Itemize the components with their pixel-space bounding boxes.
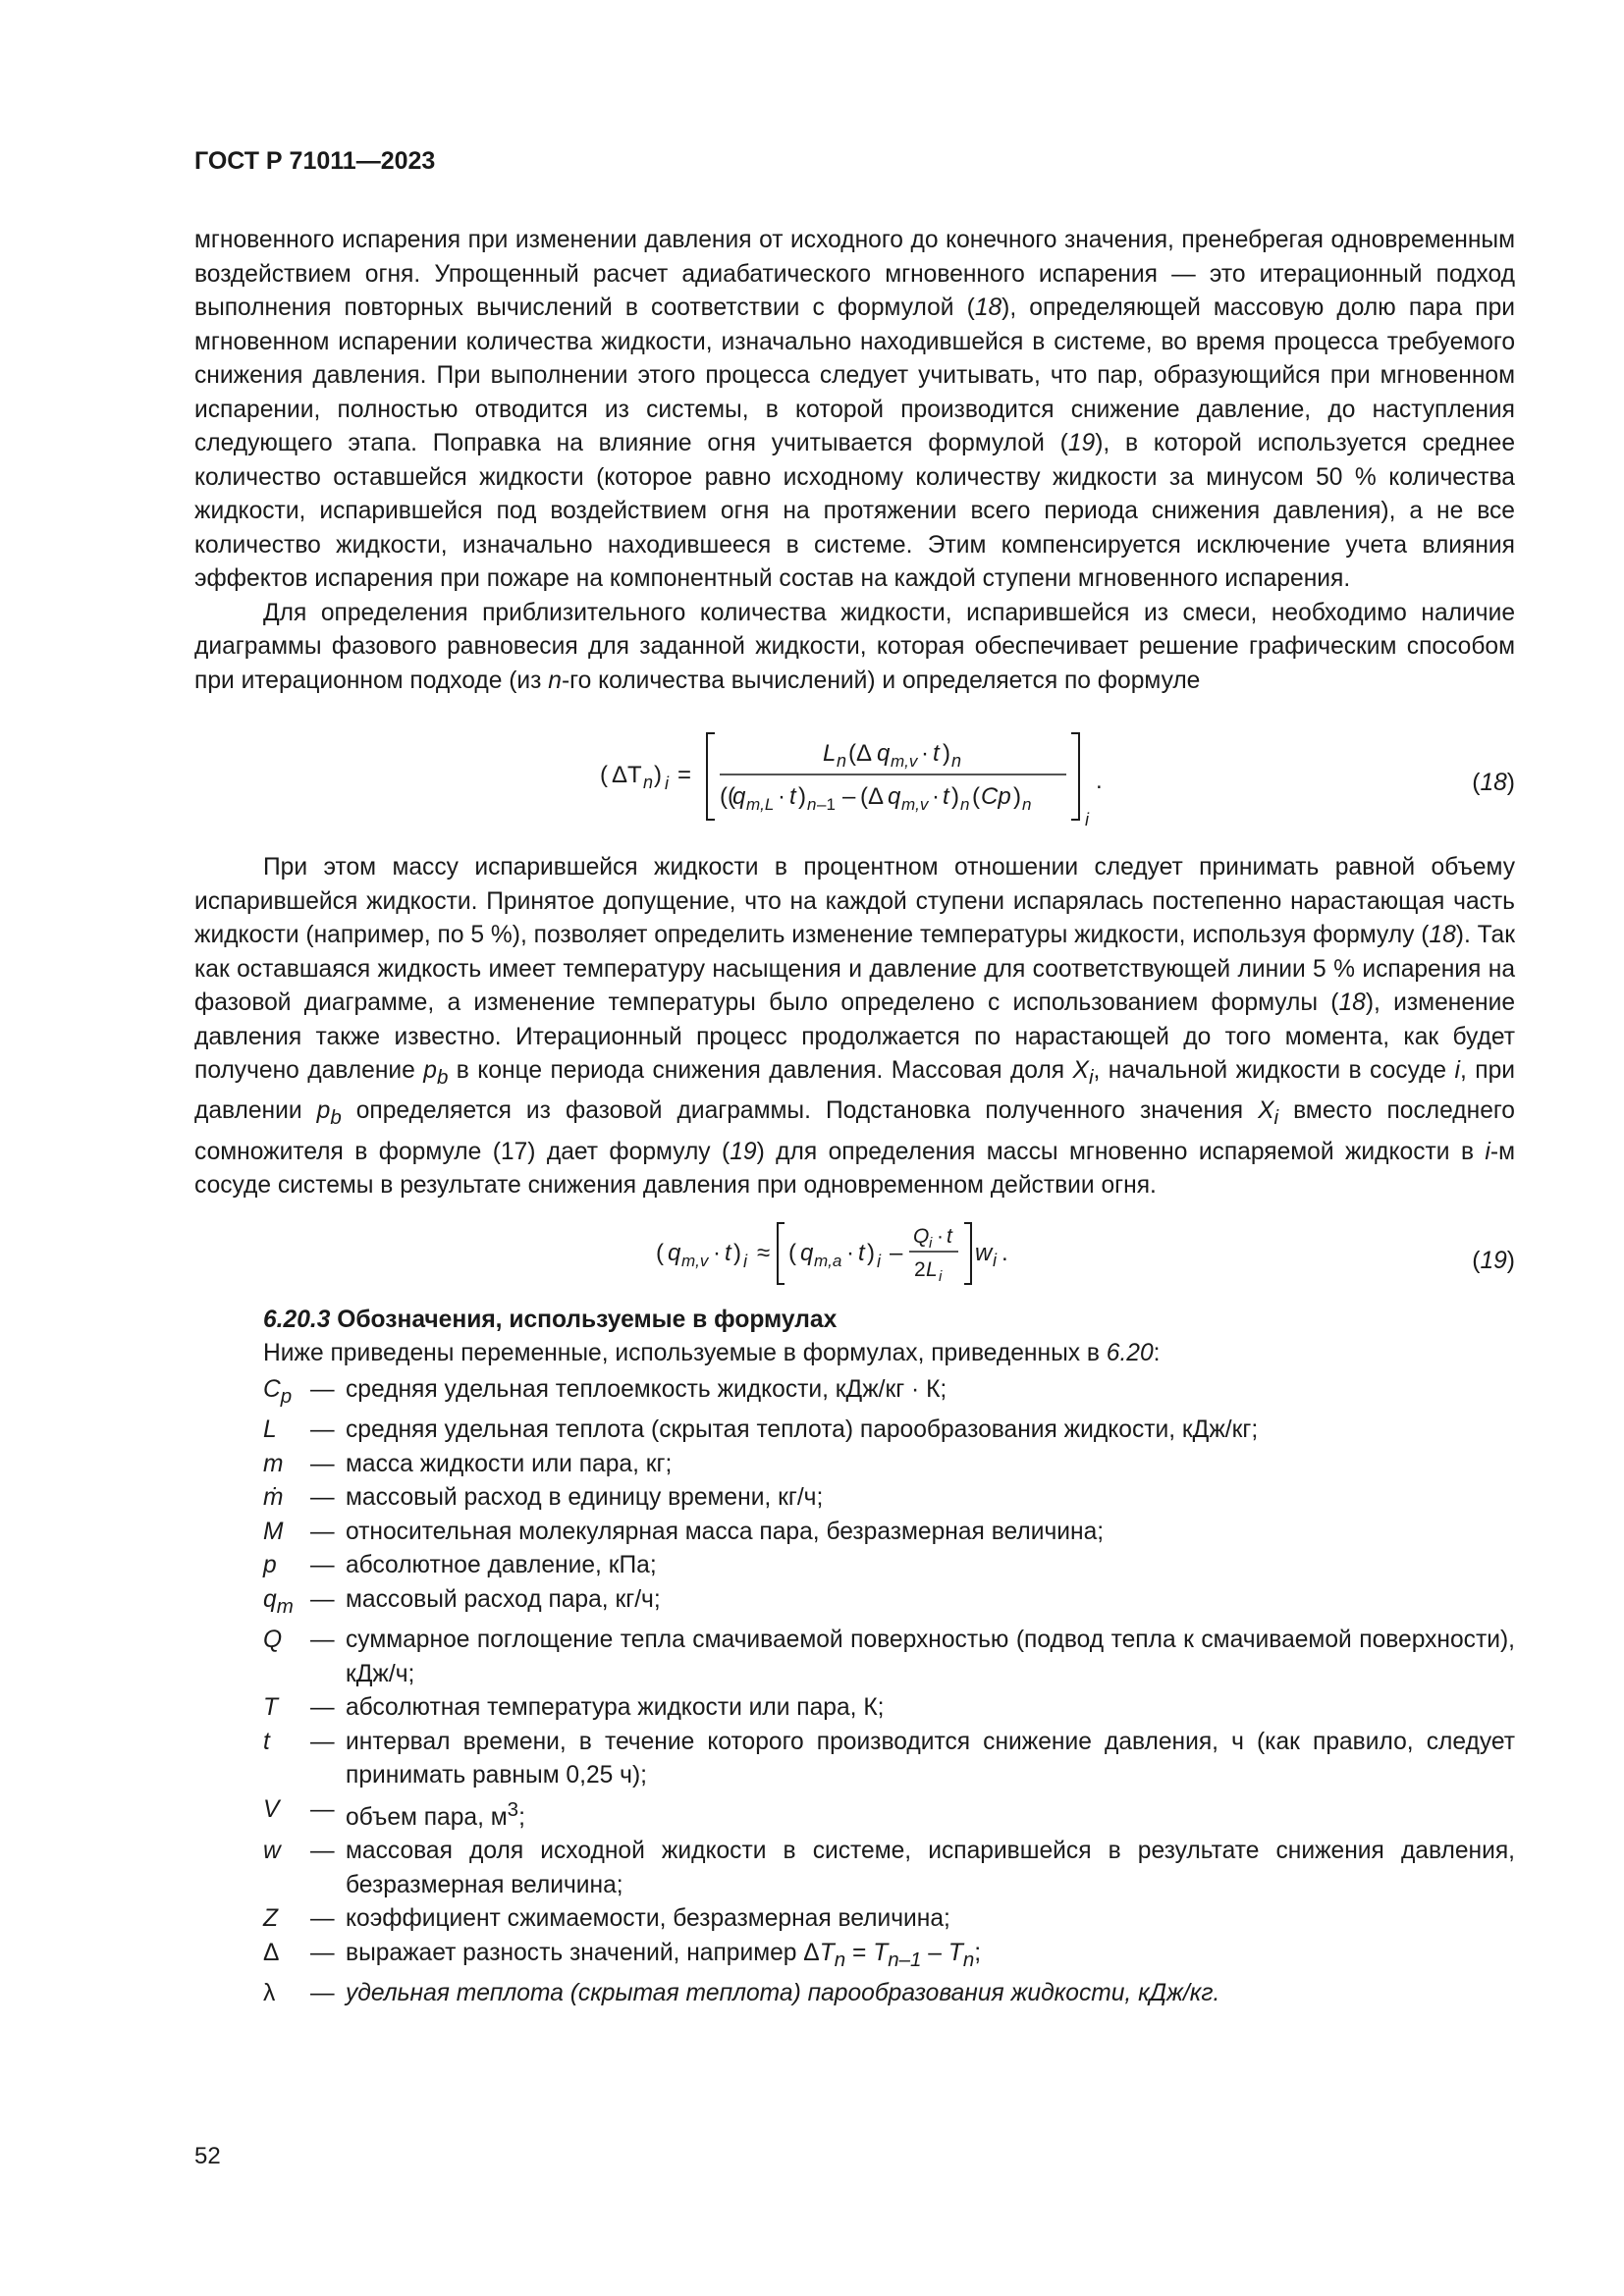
svg-text:L: L bbox=[926, 1257, 938, 1281]
formula-18 bbox=[194, 712, 1515, 833]
svg-text:.: . bbox=[1001, 1239, 1008, 1266]
symbol-row bbox=[194, 1835, 1515, 1902]
text-run: ) для определения массы мгновенно испаряемой жидкости в bbox=[756, 1138, 1486, 1165]
symbol-row bbox=[194, 1481, 1515, 1516]
symbol-description: средняя удельная теплота (скрытая теплота) парообразования жидкости, кДж/кг; bbox=[346, 1416, 1259, 1444]
svg-text:): ) bbox=[1013, 783, 1021, 810]
formula-18-graphic bbox=[194, 712, 1515, 833]
svg-text:n: n bbox=[837, 751, 847, 771]
svg-text:≈: ≈ bbox=[757, 1239, 771, 1266]
document-header: ГОСТ Р 71011—2023 bbox=[194, 147, 436, 175]
formula-18-number: (18) bbox=[1472, 770, 1515, 796]
text-run: -м сосуде системы в результате снижения давления при одновременном действии огня. bbox=[194, 1138, 1515, 1200]
text-run: При этом массу испарившейся жидкости в процентном отношении следует принимать равной объему испарившейся жидкости. Принятое допущение, что на каждой ступени испарялась постепенно нарастающая часть жидкости (например, по 5 %), позволяет определить изменение температуры жидкости, используя формулу ( bbox=[194, 854, 1515, 948]
section-ref: 6.20 bbox=[1106, 1340, 1154, 1367]
symbol-row bbox=[194, 1516, 1515, 1550]
svg-text:·: · bbox=[937, 1224, 944, 1248]
subscript: i bbox=[1088, 1065, 1094, 1089]
svg-text:m,a: m,a bbox=[814, 1251, 842, 1270]
section-intro bbox=[194, 1337, 1515, 1371]
svg-text:q: q bbox=[668, 1239, 681, 1266]
section-heading bbox=[194, 1304, 1515, 1338]
symbol-description: суммарное поглощение тепла смачиваемой поверхностью (подвод тепла к смачиваемой поверхности), кДж/ч; bbox=[346, 1627, 1515, 1687]
text-run: -го количества вычислений) и определяется по формуле bbox=[561, 667, 1201, 694]
symbol: $C_p$ bbox=[263, 1375, 293, 1408]
symbol: p bbox=[263, 1552, 277, 1579]
svg-text:): ) bbox=[654, 762, 662, 788]
text-run: ). Так как оставшаяся жидкость имеет температуру насыщения и давление для соответствующей линии 5 % испарения на фазовой диаграмме, а изменение температуры было определено с использованием формулы ( bbox=[194, 922, 1515, 1016]
svg-text:q: q bbox=[877, 740, 891, 767]
svg-text:2: 2 bbox=[914, 1257, 926, 1281]
svg-text:): ) bbox=[867, 1239, 875, 1266]
symbol-description: абсолютная температура жидкости или пара, К; bbox=[346, 1694, 885, 1722]
svg-text:n: n bbox=[643, 773, 654, 792]
svg-text:t: t bbox=[943, 783, 949, 810]
text-run: , начальной жидкости в сосуде bbox=[1093, 1057, 1455, 1084]
svg-text:(: ( bbox=[656, 1239, 664, 1266]
symbol-dash: — bbox=[310, 1552, 335, 1579]
svg-text:n: n bbox=[960, 795, 970, 814]
text-run: ), в которой используется среднее количество оставшейся жидкости (которое равно исходному количеству жидкости за минусом 50 % количества жидкости, испарившейся под воздействием огня на протяжении всего периода снижения давления), а не все количество жидкости, изначально находившееся в системе. Этим компенсируется исключение учета влияния эффектов испарения при пожаре на компонентный состав на каждой ступени мгновенного испарения. bbox=[194, 430, 1516, 592]
variable-i: i bbox=[1454, 1057, 1460, 1084]
svg-text:q: q bbox=[800, 1239, 814, 1266]
symbol-row bbox=[194, 1691, 1515, 1726]
formula-19-number: (19) bbox=[1472, 1247, 1515, 1274]
section-number: 6.20.3 bbox=[263, 1306, 331, 1333]
subscript: b bbox=[330, 1106, 342, 1130]
symbol: M bbox=[263, 1518, 284, 1545]
svg-text:=: = bbox=[677, 762, 692, 788]
formula-ref: 19 bbox=[1067, 430, 1096, 456]
symbol-dash: — bbox=[310, 1627, 335, 1654]
symbol-dash: — bbox=[310, 1518, 335, 1545]
svg-text:t: t bbox=[858, 1239, 865, 1266]
subscript: i bbox=[1273, 1106, 1279, 1130]
svg-text:m,L: m,L bbox=[746, 795, 775, 814]
symbol-row bbox=[194, 1448, 1515, 1482]
paragraph-2 bbox=[194, 597, 1515, 699]
symbol: λ bbox=[263, 1980, 276, 2007]
text-run: определяется из фазовой диаграммы. Подстановка полученного значения bbox=[341, 1097, 1259, 1125]
symbol-dash: — bbox=[310, 1838, 335, 1865]
page-number: 52 bbox=[194, 2143, 221, 2169]
variable-p: p bbox=[423, 1057, 437, 1084]
symbol-row bbox=[194, 1793, 1515, 1836]
text-run: ), определяющей массовую долю пара при мгновенном испарении количества жидкости, изначально находившейся в системе, во время процесса требуемого снижения давления. При выполнении этого процесса следует учитывать, что пар, образующийся при мгновенном испарении, полностью отводится из системы, в которой производится снижение давление, до наступления следующего этапа. Поправка на влияние огня учитывается формулой ( bbox=[194, 294, 1516, 456]
text-run: ), изменение давления также известно. Итерационный процесс продолжается по нарастающей до того момента, как будет получено давление bbox=[194, 989, 1515, 1084]
symbol: ṁ bbox=[263, 1484, 284, 1512]
formula-ref: 18 bbox=[974, 294, 1002, 321]
symbol-dash: — bbox=[310, 1450, 335, 1477]
subscript: b bbox=[436, 1065, 449, 1089]
text-run: , при давлении bbox=[194, 1057, 1515, 1125]
symbol-dash: — bbox=[310, 1416, 335, 1444]
text-run: мгновенного испарения при изменении давления от исходного до конечного значения, пренебрегая одновременным воздействием огня. Упрощенный расчет адиабатического мгновенного испарения — это итерационный подход выполнения повторных вычислений в соответствии с формулой ( bbox=[194, 227, 1515, 321]
svg-text:n: n bbox=[1022, 795, 1032, 814]
svg-text:·: · bbox=[846, 1239, 854, 1266]
symbol: T bbox=[263, 1694, 279, 1722]
text-run: Для определения приблизительного количества жидкости, испарившейся из смеси, необходимо наличие диаграммы фазового равновесия для заданной жидкости, которая обеспечивает решение графическим способом при итерационном подходе (из bbox=[194, 599, 1515, 694]
svg-text:w: w bbox=[975, 1239, 993, 1266]
formula-ref: 18 bbox=[1429, 922, 1456, 948]
svg-text:–: – bbox=[842, 783, 856, 810]
text-run: в конце периода снижения давления. Массовая доля bbox=[448, 1057, 1073, 1084]
symbol-row bbox=[194, 1937, 1515, 1977]
symbol: m bbox=[263, 1450, 284, 1477]
symbol-row bbox=[194, 1549, 1515, 1583]
svg-text:t: t bbox=[725, 1239, 731, 1266]
variable-p: p bbox=[316, 1097, 331, 1125]
symbol-dash: — bbox=[310, 1905, 335, 1933]
text-run: вместо последнего сомножителя в формуле (17) дает формулу ( bbox=[194, 1097, 1515, 1165]
svg-text:i: i bbox=[665, 774, 669, 793]
symbol-dash: — bbox=[310, 1694, 335, 1722]
symbol-description: массовый расход в единицу времени, кг/ч; bbox=[346, 1484, 824, 1512]
svg-text:(: ( bbox=[600, 762, 608, 788]
svg-text:t: t bbox=[947, 1224, 952, 1248]
symbol-description: средняя удельная теплоемкость жидкости, кДж/кг · К; bbox=[346, 1375, 947, 1403]
svg-text:(: ( bbox=[788, 1239, 796, 1266]
svg-text:(: ( bbox=[972, 783, 980, 810]
symbol-dash: — bbox=[310, 1484, 335, 1512]
svg-text:): ) bbox=[943, 740, 950, 767]
symbol-row bbox=[194, 1583, 1515, 1624]
svg-text:q: q bbox=[888, 783, 901, 810]
svg-text:t: t bbox=[933, 740, 940, 767]
svg-text:–1: –1 bbox=[817, 795, 836, 814]
svg-text:m,v: m,v bbox=[891, 752, 918, 771]
svg-text:i: i bbox=[743, 1251, 747, 1271]
paragraph-1 bbox=[194, 224, 1515, 597]
svg-text:ΔT: ΔT bbox=[612, 762, 642, 788]
symbol-description: масса жидкости или пара, кг; bbox=[346, 1450, 673, 1477]
symbol-row bbox=[194, 1977, 1515, 2011]
formula-number: 18 bbox=[1480, 770, 1507, 796]
svg-text:i: i bbox=[1085, 810, 1089, 829]
symbol-dash: — bbox=[310, 1375, 335, 1403]
svg-text:(Δ: (Δ bbox=[860, 783, 885, 810]
symbol-dash: — bbox=[310, 1585, 335, 1613]
symbol: Q bbox=[263, 1627, 283, 1654]
svg-text:m,v: m,v bbox=[901, 795, 929, 814]
svg-text:Q: Q bbox=[913, 1224, 930, 1248]
svg-text:i: i bbox=[877, 1251, 881, 1271]
variable-x: X bbox=[1072, 1057, 1089, 1084]
svg-text:i: i bbox=[939, 1267, 943, 1285]
svg-text:n: n bbox=[951, 751, 962, 771]
symbol-description: коэффициент сжимаемости, безразмерная величина; bbox=[346, 1905, 950, 1933]
svg-text:·: · bbox=[921, 740, 929, 767]
svg-text:·: · bbox=[713, 1239, 721, 1266]
section-title: Обозначения, используемые в формулах bbox=[337, 1306, 838, 1333]
symbol: w bbox=[263, 1838, 281, 1865]
svg-text:.: . bbox=[1096, 768, 1103, 794]
symbol: L bbox=[263, 1416, 277, 1444]
symbol-row bbox=[194, 1373, 1515, 1414]
symbol-description: массовый расход пара, кг/ч; bbox=[346, 1585, 661, 1613]
svg-text:): ) bbox=[733, 1239, 741, 1266]
symbol: Δ bbox=[263, 1939, 280, 1966]
svg-text:q: q bbox=[732, 783, 746, 810]
symbol-row bbox=[194, 1624, 1515, 1691]
svg-text:m,v: m,v bbox=[681, 1251, 709, 1270]
symbol: Z bbox=[263, 1905, 279, 1933]
svg-text:·: · bbox=[932, 783, 940, 810]
svg-text:): ) bbox=[951, 783, 959, 810]
symbol-dash: — bbox=[310, 1939, 335, 1966]
symbol-row bbox=[194, 1902, 1515, 1937]
symbol-description: интервал времени, в течение которого производится снижение давления, ч (как правило, следует принимать равным 0,25 ч); bbox=[346, 1728, 1515, 1789]
svg-text:i: i bbox=[929, 1234, 933, 1252]
variable-n: n bbox=[548, 667, 562, 694]
symbol-dash: — bbox=[310, 1980, 335, 2007]
symbol-description: объем пара, $м^3$; bbox=[346, 1797, 525, 1831]
svg-text:): ) bbox=[798, 783, 806, 810]
symbol-list bbox=[194, 1373, 1515, 2011]
text-run: Ниже приведены переменные, используемые в формулах, приведенных в bbox=[263, 1340, 1107, 1367]
svg-text:t: t bbox=[789, 783, 796, 810]
symbol-row bbox=[194, 1414, 1515, 1448]
svg-text:(Δ: (Δ bbox=[848, 740, 873, 767]
variable-x: X bbox=[1258, 1097, 1274, 1125]
svg-text:L: L bbox=[823, 740, 837, 767]
symbol: $q_m$ bbox=[263, 1585, 294, 1618]
symbol-description: относительная молекулярная масса пара, безразмерная величина; bbox=[346, 1518, 1105, 1545]
symbol-description: удельная теплота (скрытая теплота) парообразования жидкости, кДж/кг. bbox=[346, 1980, 1220, 2007]
symbol: V bbox=[263, 1795, 280, 1823]
formula-ref: 19 bbox=[730, 1138, 757, 1165]
formula-19 bbox=[194, 1215, 1515, 1294]
svg-text:((: (( bbox=[720, 783, 735, 810]
svg-text:–: – bbox=[890, 1239, 903, 1266]
formula-ref: 18 bbox=[1338, 989, 1366, 1016]
svg-text:Cp: Cp bbox=[981, 783, 1011, 810]
symbol-row bbox=[194, 1726, 1515, 1793]
variable-i: i bbox=[1485, 1138, 1490, 1165]
symbol-description: выражает разность значений, например $\Delta T_n = T_{n-1} - T_n$; bbox=[346, 1939, 982, 1971]
symbol-description: абсолютное давление, кПа; bbox=[346, 1552, 657, 1579]
formula-number: 19 bbox=[1480, 1247, 1507, 1274]
symbol-description: массовая доля исходной жидкости в системе, испарившейся в результате снижения давления, безразмерная величина; bbox=[346, 1838, 1515, 1898]
symbol-dash: — bbox=[310, 1728, 335, 1755]
body-text bbox=[194, 224, 1515, 2011]
symbol: t bbox=[263, 1728, 270, 1755]
svg-text:i: i bbox=[993, 1250, 997, 1270]
symbol-dash: — bbox=[310, 1795, 335, 1823]
text-run: : bbox=[1153, 1340, 1161, 1367]
formula-19-graphic bbox=[194, 1215, 1515, 1294]
svg-text:n: n bbox=[807, 795, 817, 814]
paragraph-3 bbox=[194, 851, 1515, 1203]
svg-text:·: · bbox=[778, 783, 785, 810]
